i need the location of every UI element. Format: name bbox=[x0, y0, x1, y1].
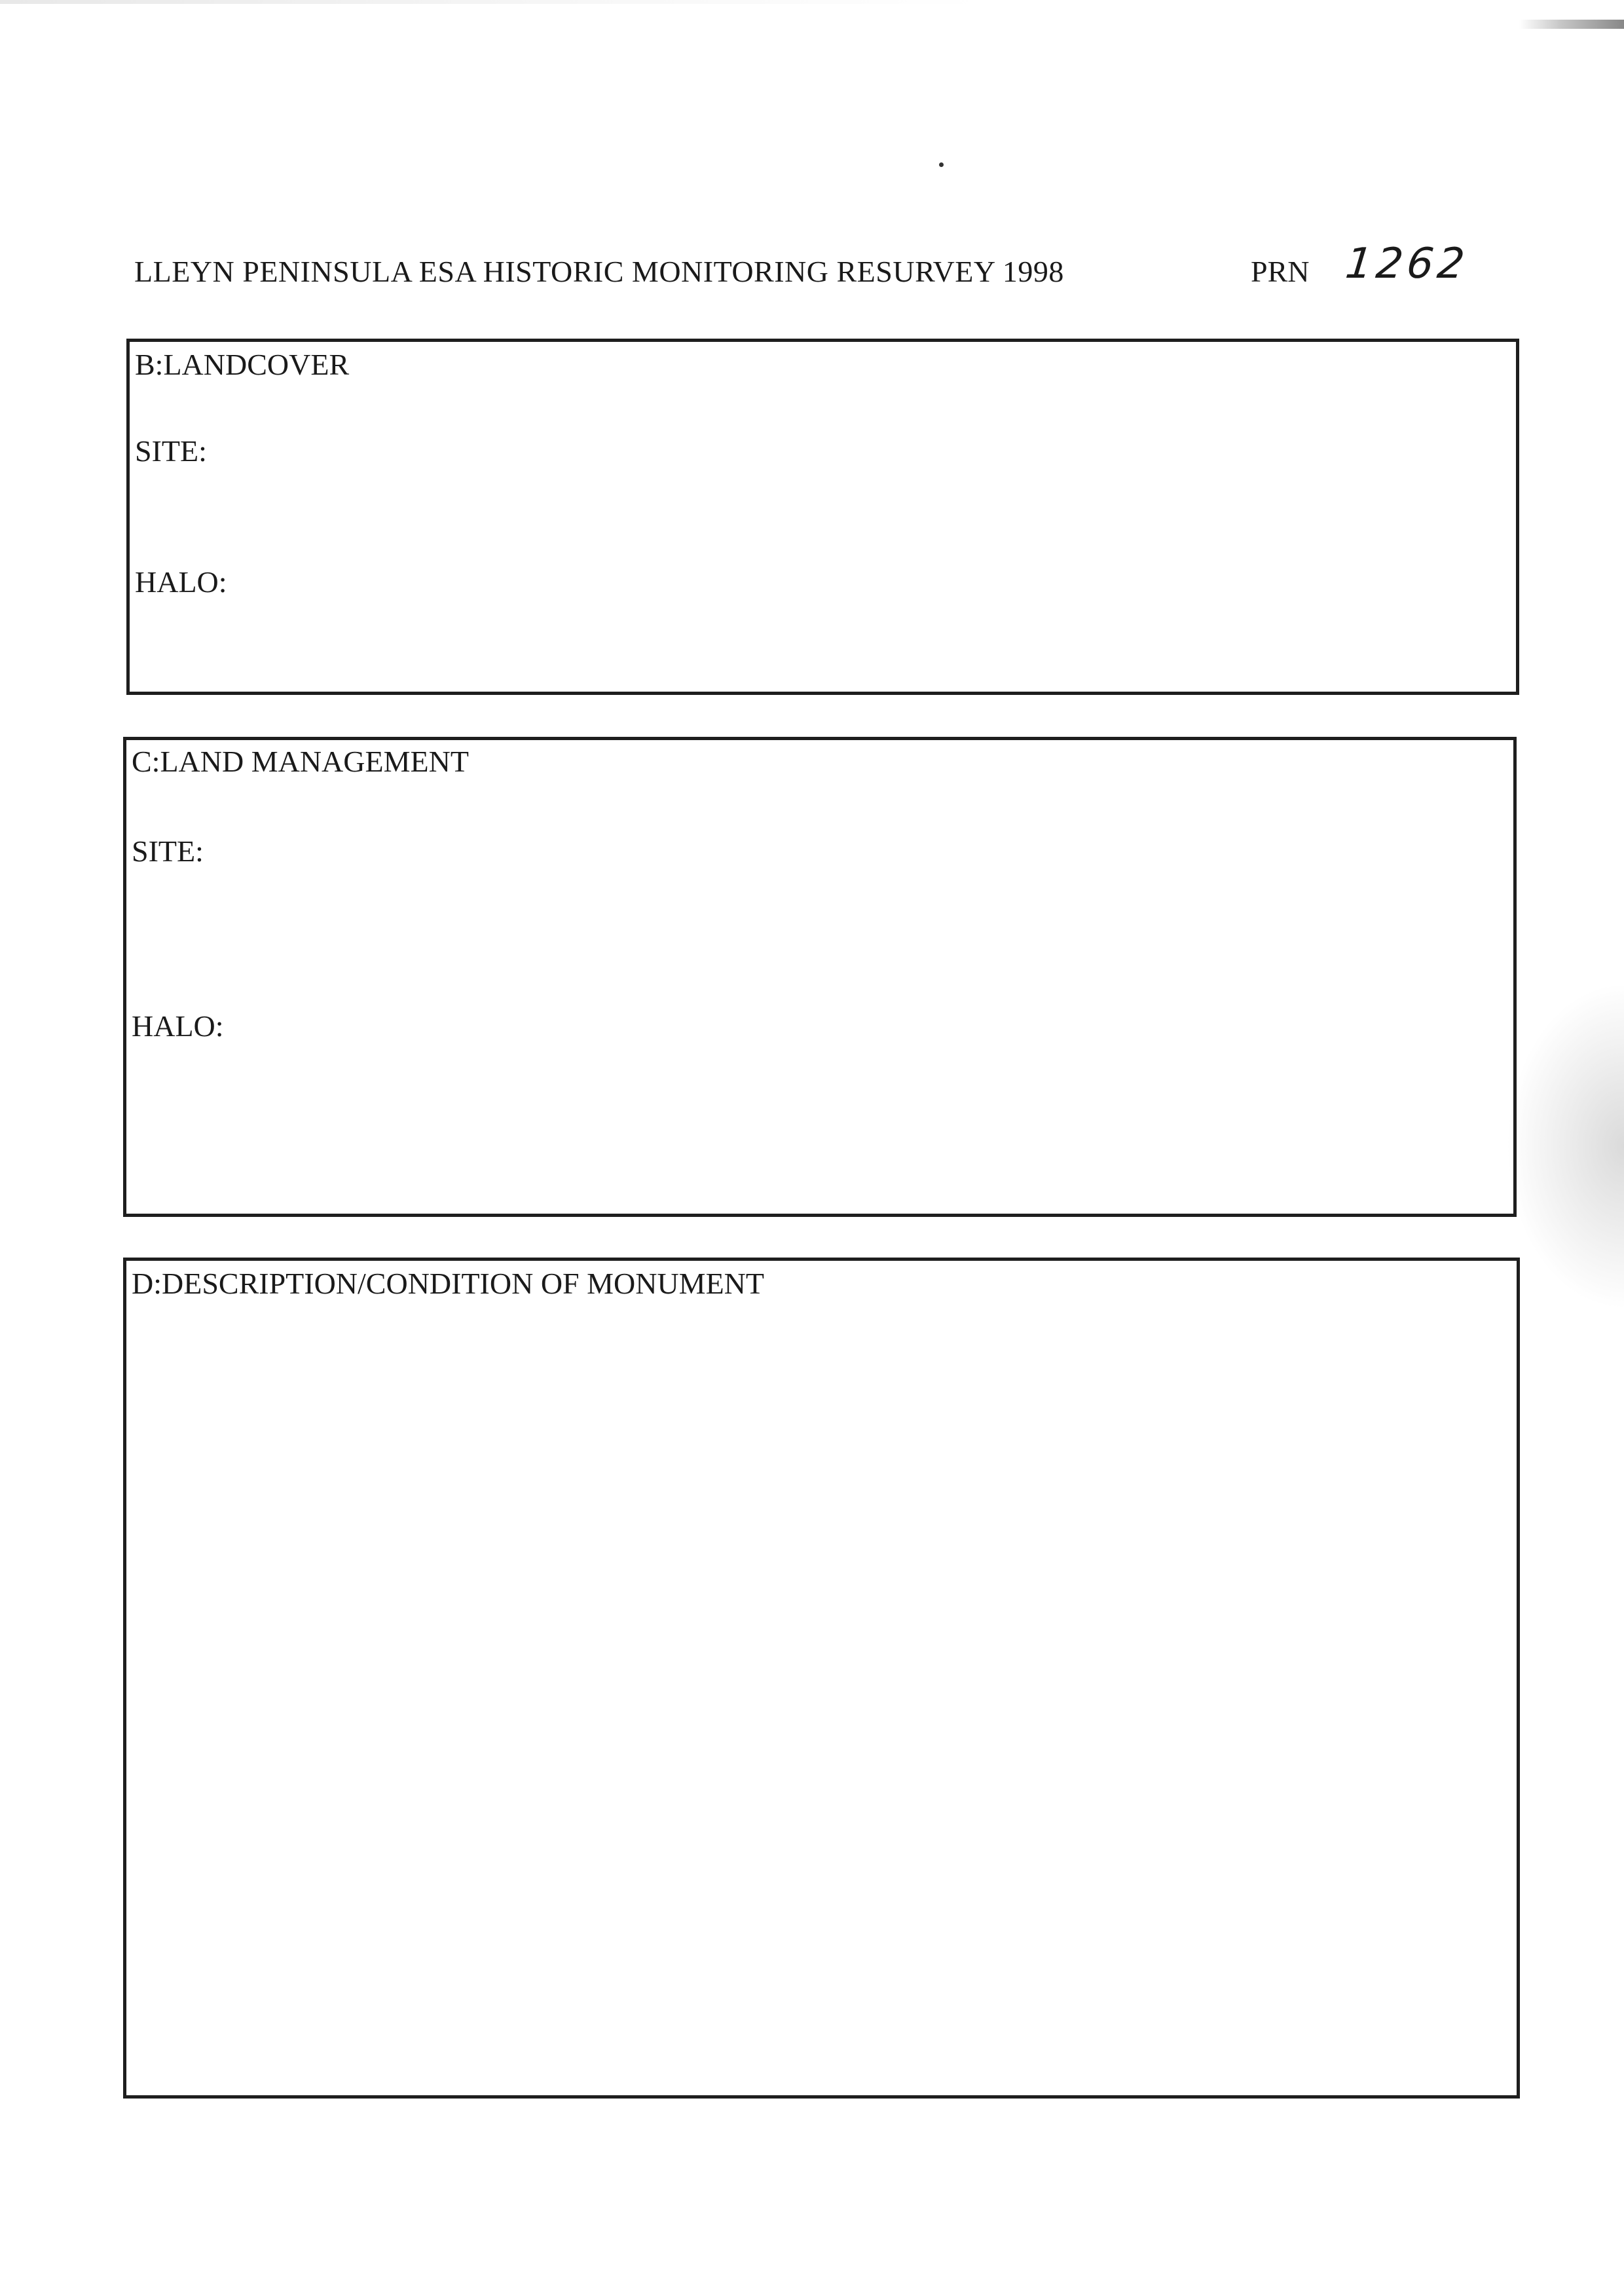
scan-shadow bbox=[1506, 982, 1624, 1310]
prn-label: PRN bbox=[1251, 255, 1310, 288]
scan-artifact bbox=[1519, 20, 1624, 29]
land-management-heading: C:LAND MANAGEMENT bbox=[132, 745, 469, 778]
scan-edge bbox=[0, 0, 982, 4]
form-title: LLEYN PENINSULA ESA HISTORIC MONITORING RESURVEY 1998 bbox=[134, 255, 1064, 288]
ink-speck bbox=[939, 162, 944, 167]
form-header bbox=[134, 240, 1496, 300]
description-section bbox=[123, 1258, 1520, 2099]
landcover-site-label: SITE: bbox=[135, 434, 207, 468]
land-management-section bbox=[123, 737, 1517, 1217]
landcover-section bbox=[126, 339, 1519, 695]
prn-handwritten-value: 1262 bbox=[1343, 240, 1471, 288]
land-management-halo-label: HALO: bbox=[132, 1009, 224, 1043]
description-heading: D:DESCRIPTION/CONDITION OF MONUMENT bbox=[132, 1267, 764, 1300]
land-management-site-label: SITE: bbox=[132, 834, 204, 868]
landcover-heading: B:LANDCOVER bbox=[135, 348, 350, 381]
landcover-halo-label: HALO: bbox=[135, 565, 227, 599]
